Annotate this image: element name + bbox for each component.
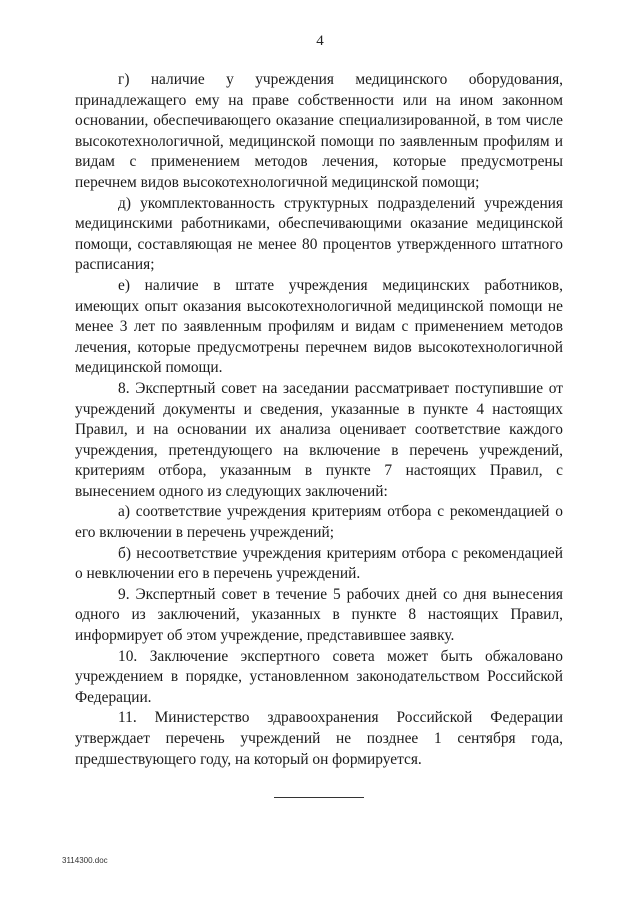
paragraph-b: б) несоответствие учреждения критериям отбора с рекомендацией о невключении его в перечень учреждений. [75, 544, 563, 583]
document-body [75, 70, 563, 770]
paragraph-11: 11. Министерство здравоохранения Российской Федерации утверждает перечень учреждений не позднее 1 сентября года, предшествующего году, на который он формируется. [75, 709, 563, 768]
paragraph-10: 10. Заключение экспертного совета может быть обжаловано учреждением в порядке, установленном законодательством Российской Федерации. [75, 647, 563, 706]
end-divider-line [274, 797, 364, 798]
document-file-code: 3114300.doc [62, 856, 108, 865]
paragraph-e: е) наличие в штате учреждения медицинских работников, имеющих опыт оказания высокотехнологичной медицинской помощи не менее 3 лет по заявленным профилям и видам с применением методов лечения, которые предусмотрены перечнем видов высокотехнологичной медицинской помощи. [75, 276, 563, 377]
paragraph-a: а) соответствие учреждения критериям отбора с рекомендацией о его включении в перечень учреждений; [75, 503, 563, 542]
paragraph-8: 8. Экспертный совет на заседании рассматривает поступившие от учреждений документы и сведения, указанные в пункте 4 настоящих Правил, и на основании их анализа оценивает соответствие каждого учреждения, претендующего на включение в перечень учреждений, критериям отбора, указанным в пункте 7 настоящих Правил, с вынесением одного из следующих заключений: [75, 379, 563, 500]
page-number: 4 [316, 33, 324, 49]
paragraph-g: г) наличие у учреждения медицинского оборудования, принадлежащего ему на праве собственности или на ином законном основании, обеспечивающего оказание специализированной, в том числе высокотехнологичной, медицинской помощи по заявленным профилям и видам с применением методов лечения, которые предусмотрены перечнем видов высокотехнологичной медицинской помощи; [75, 71, 563, 191]
paragraph-9: 9. Экспертный совет в течение 5 рабочих дней со дня вынесения одного из заключений, указанных в пункте 8 настоящих Правил, информирует об этом учреждение, представившее заявку. [75, 585, 563, 645]
paragraph-d: д) укомплектованность структурных подразделений учреждения медицинскими работниками, обеспечивающими оказание медицинской помощи, составляющая не менее 80 процентов утвержденного штатного расписания; [75, 194, 563, 274]
